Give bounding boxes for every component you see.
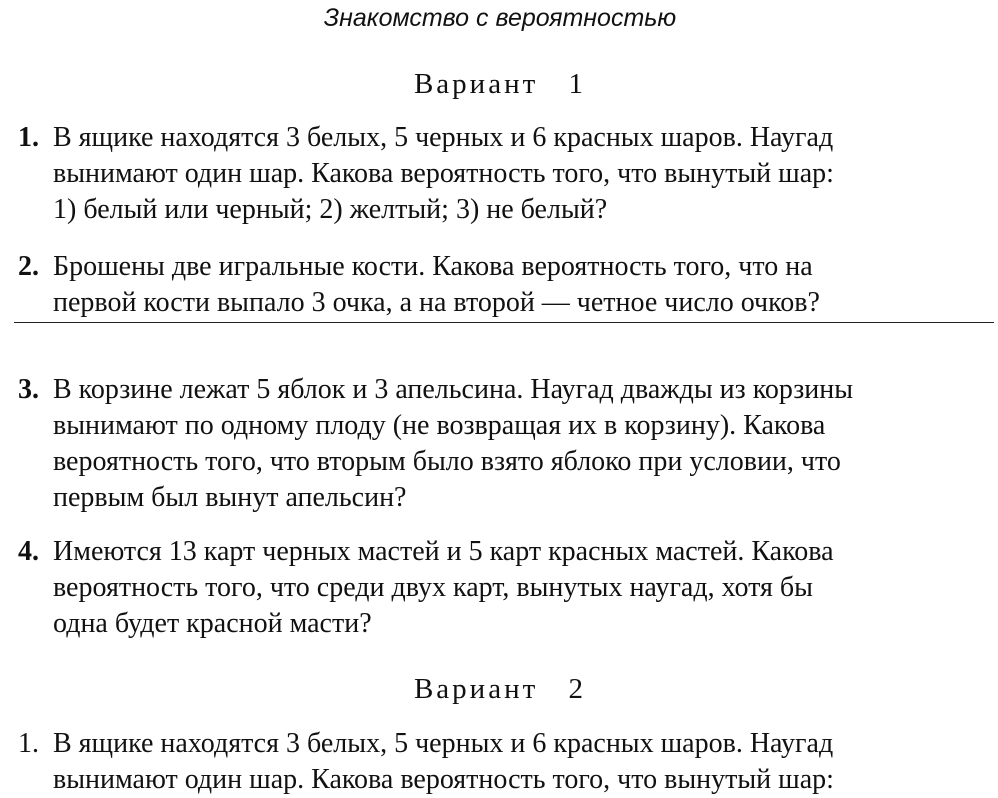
problem-number: 2. [18,251,39,282]
answer-option: 2) желтый; [319,194,449,225]
answer-options [53,192,989,228]
variant-1-heading: Вариант 1 [413,68,587,100]
problem-text [53,726,989,798]
problem-line: первой кости выпало 3 очка, а на второй — четное число очков? [53,287,820,318]
problem-line: первым был вынут апельсин? [53,482,407,513]
answer-option: 1) белый или черный; [53,194,313,225]
problem-text [53,372,989,516]
problem-text [53,249,989,321]
problem-line: вероятность того, что среди двух карт, вынутых наугад, хотя бы [53,572,813,603]
problem-line: В ящике находятся 3 белых, 5 черных и 6 красных шаров. Наугад [53,122,834,153]
problem-line: Брошены две игральные кости. Какова вероятность того, что на [53,251,813,282]
problem-text [53,534,989,642]
problem-line: В ящике находятся 3 белых, 5 черных и 6 красных шаров. Наугад [53,728,834,759]
section-divider [14,322,994,323]
problem-number: 1. [18,122,39,153]
problem-line: одна будет красной масти? [53,608,372,639]
problem-line: Имеются 13 карт черных мастей и 5 карт красных мастей. Какова [53,536,834,567]
problem-number: 1. [18,728,39,759]
problem-number: 4. [18,536,39,567]
variant-2-heading: Вариант 2 [413,673,587,705]
problem-line: вынимают по одному плоду (не возвращая их в корзину). Какова [53,410,826,441]
answer-option: 3) не белый? [455,194,608,225]
problem-line: вероятность того, что вторым было взято яблоко при условии, что [53,446,841,477]
problem-line: вынимают один шар. Какова вероятность того, что вынутый шар: [53,158,834,189]
problem-number: 3. [18,374,39,405]
problem-line: вынимают один шар. Какова вероятность того, что вынутый шар: [53,764,834,795]
page-title: Знакомство с вероятностью [323,4,677,32]
problem-text [53,120,989,228]
problem-line: В корзине лежат 5 яблок и 3 апельсина. Наугад дважды из корзины [53,374,854,405]
